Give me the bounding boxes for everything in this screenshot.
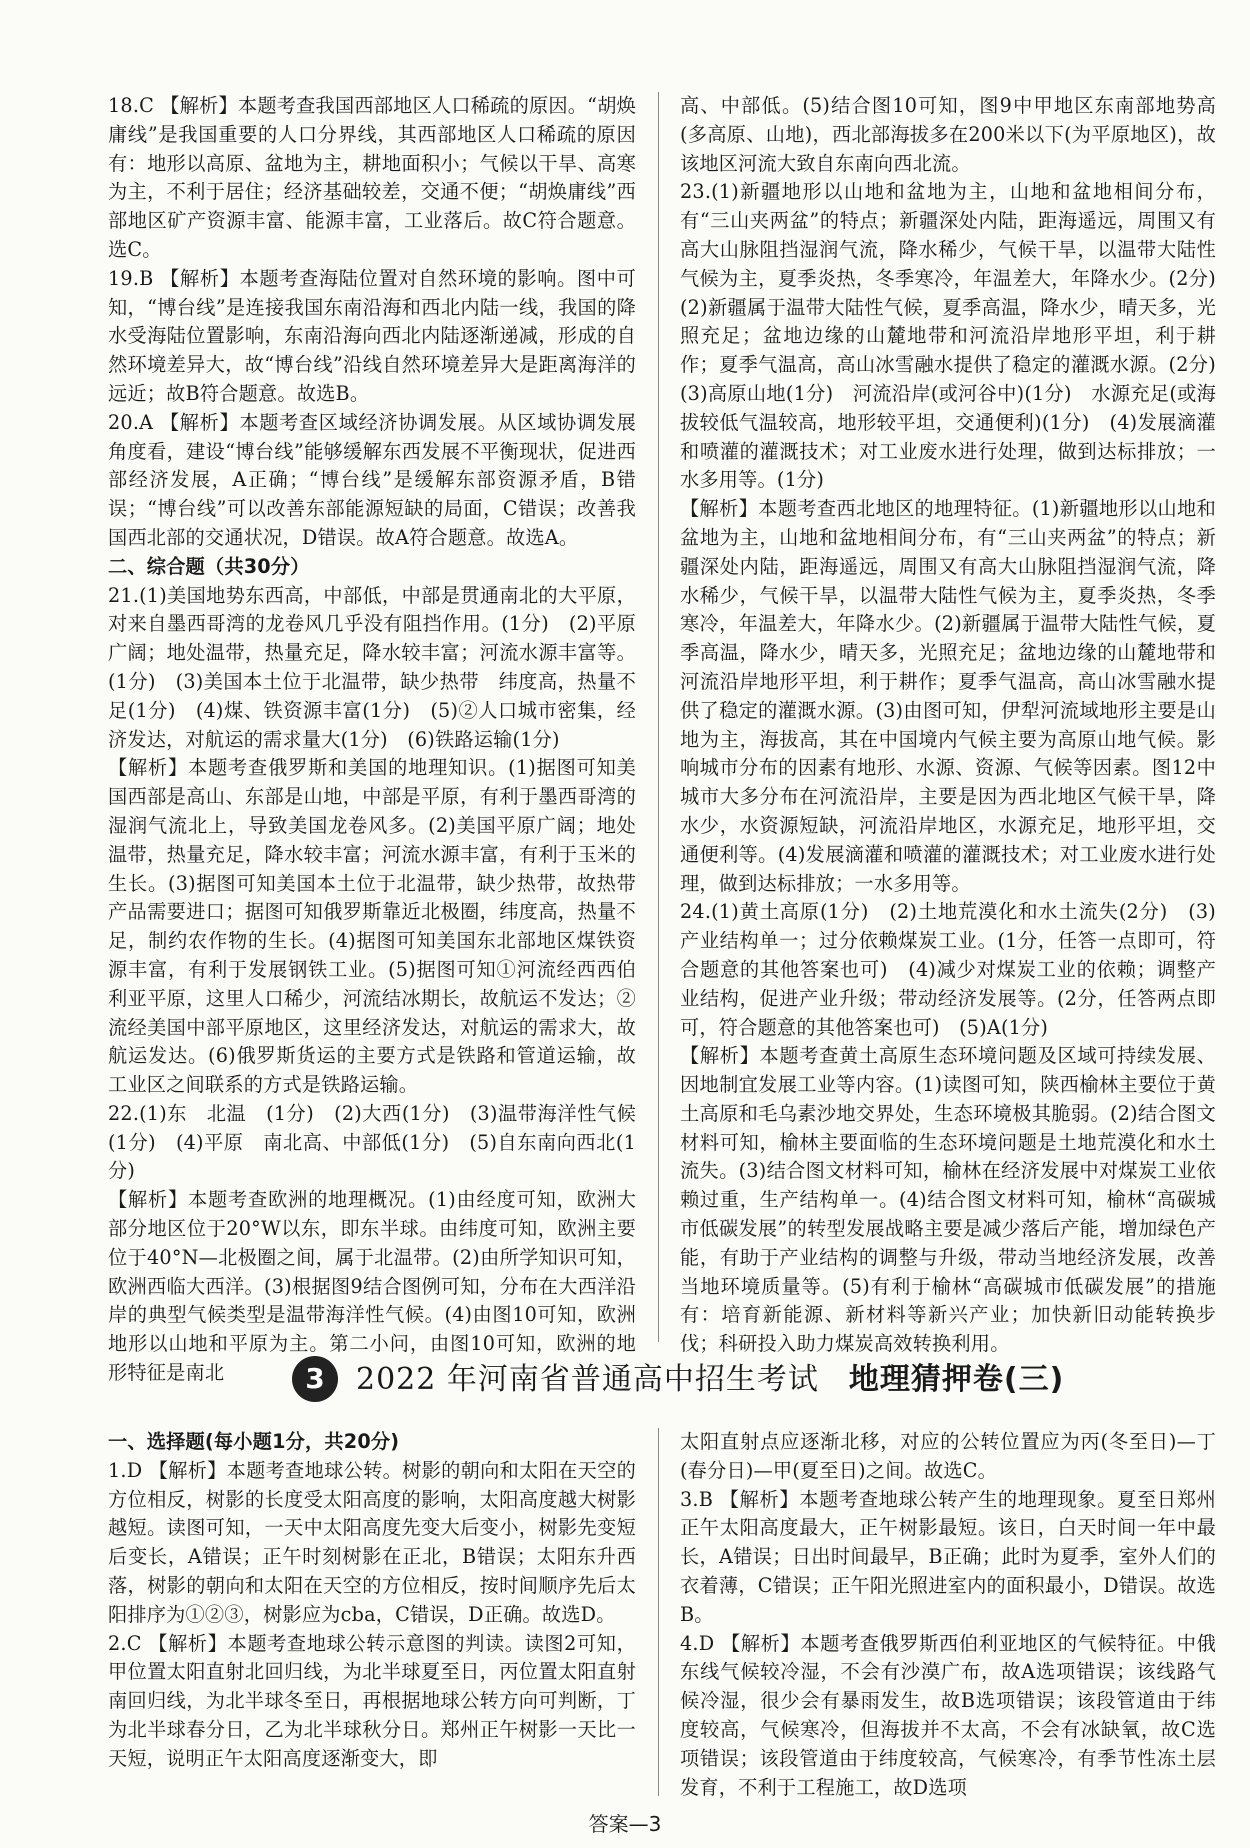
answer-23: 23.(1)新疆地形以山地和盆地为主，山地和盆地相间分布，有“三山夹两盆”的特点；新疆深处内陆，距海遥远，周围又有高大山脉阻挡湿润气流，降水稀少，气候干旱，以温带大陆性气候为主，夏季炎热，冬季寒冷，年温差大，年降水少。(2分) (2)新疆属于温带大陆性气候，夏季高温，降水少，晴天多，光照充足；盆地边缘的山麓地带和河流沿岸地形平坦，利于耕作；夏季气温高，高山冰雪融水提供了稳定的灌溉水源。(2分) (3)高原山地(1分) 河流沿岸(或河谷中)(1分) 水源充足(或海拔较低气温较高，地形较平坦，交通便利)(1分) (4)发展滴灌和喷灌的灌溉技术；对工业废水进行处理，做到达标排放；一水多用等。(1分): [680, 180, 1236, 492]
section-number-badge: 3: [292, 1356, 338, 1402]
answer-18: 18.C 【解析】本题考查我国西部地区人口稀疏的原因。“胡焕庸线”是我国重要的人口分界线，其西部地区人口稀疏的原因有：地形以高原、盆地为主，耕地面积小；气候以干旱、高寒为主，不利于居住；经济基础较差，交通不便；“胡焕庸线”西部地区矿产资源丰富、能源丰富，工业落后。故C符合题意。选C。: [108, 94, 636, 261]
answer-3: 3.B 【解析】本题考查地球公转产生的地理现象。夏至日郑州正午太阳高度最大，正午树影最短。该日，白天时间一年中最长，A错误；日出时间最早，B正确；此时为夏季，室外人们的衣着薄，C错误；正午阳光照进室内的面积最小，D错误。故选B。: [680, 1487, 1216, 1626]
analysis-22-continued: 高、中部低。(5)结合图10可知，图9中甲地区东南部地势高(多高原、山地)，西北部海拔多在200米以下(为平原地区)，故该地区河流大致自东南向西北流。: [680, 94, 1216, 175]
answer-2: 2.C 【解析】本题考查地球公转示意图的判读。读图2可知，甲位置太阳直射北回归线，为北半球夏至日，丙位置太阳直射南回归线，为北半球冬至日，再根据地球公转方向可判断，丁为北半球春分日，乙为北半球秋分日。郑州正午树影一天比一天短，说明正午太阳高度逐渐变大，即: [108, 1631, 636, 1770]
section-title: [356, 1358, 1064, 1402]
analysis-21: 【解析】本题考查俄罗斯和美国的地理知识。(1)据图可知美国西部是高山、东部是山地，中部是平原，有利于墨西哥湾的湿润气流北上，导致美国龙卷风多。(2)美国平原广阔；地处温带，热量充足，降水较丰富；河流水源丰富，有利于玉米的生长。(3)据图可知美国本土位于北温带，缺少热带，故热带产品需要进口；据图可知俄罗斯靠近北极圈，纬度高，热量不足，制约农作物的生长。(4)据图可知美国东北部地区煤铁资源丰富，有利于发展钢铁工业。(5)据图可知①河流经西西伯利亚平原，这里人口稀少，河流结冰期长，故航运不发达；②流经美国中部平原地区，这里经济发达，对航运的需求大，故航运发达。(6)俄罗斯货运的主要方式是铁路和管道运输，故工业区之间联系的方式是铁路运输。: [108, 756, 636, 1097]
analysis-24: 【解析】本题考查黄土高原生态环境问题及区域可持续发展、因地制宜发展工业等内容。(1)读图可知，陕西榆林主要位于黄土高原和毛乌素沙地交界处，生态环境极其脆弱。(2)结合图文材料可知，榆林主要面临的生态环境问题是土地荒漠化和水土流失。(3)结合图文材料可知，榆林在经济发展中对煤炭工业依赖过重，生产结构单一。(4)结合图文材料可知，榆林“高碳城市低碳发展”的转型发展战略主要是减少落后产能，增加绿色产能，有助于产业结构的调整与升级，带动当地经济发展，改善当地环境质量等。(5)有利于榆林“高碳城市低碳发展”的措施有：培育新能源、新材料等新兴产业；加快新旧动能转换步伐；科研投入助力煤炭高效转换利用。: [680, 1044, 1216, 1356]
column-divider: [658, 92, 659, 1342]
section-heading-choice: 一、选择题(每小题1分，共20分): [108, 1430, 400, 1453]
left-column: [108, 92, 636, 1388]
exam-subtitle: 地理猜押卷(三): [848, 1362, 1065, 1397]
page-footer: 答案—3: [588, 1812, 662, 1836]
answer-4: 4.D 【解析】本题考查俄罗斯西伯利亚地区的气候特征。中俄东线气候较冷湿，不会有沙漠广布，故A选项错误；该线路气候冷湿，很少会有暴雨发生，故B选项错误；该段管道由于纬度较高，气候寒冷，但海拔并不太高，不会有冰缺氧，故C选项错误；该段管道由于纬度较高，气候寒冷，有季节性冻土层发育，不利于工程施工，故D选项: [680, 1631, 1216, 1799]
section-header: [108, 1352, 1216, 1408]
answer-20: 20.A 【解析】本题考查区域经济协调发展。从区域协调发展角度看，建设“博台线”能够缓解东西发展不平衡现状，促进西部经济发展，A正确；“博台线”是缓解东部资源矛盾，B错误；“博台线”可以改善东部能源短缺的局面，C错误；改善我国西北部的交通状况，D错误。故A符合题意。故选A。: [108, 410, 636, 549]
answer-21: 21.(1)美国地势东西高，中部低，中部是贯通南北的大平原，对来自墨西哥湾的龙卷风几乎没有阻挡作用。(1分) (2)平原广阔；地处温带，热量充足，降水较丰富；河流水源丰富等。(1分) (3)美国本土位于北温带，缺少热带 纬度高，热量不足(1分) (4)煤、铁资源丰富(1分) (5)②人口城市密集，经济发达，对航运的需求量大(1分) (6)铁路运输(1分): [108, 583, 636, 751]
analysis-22: 【解析】本题考查欧洲的地理概况。(1)由经度可知，欧洲大部分地区位于20°W以东，即东半球。由纬度可知，欧洲主要位于40°N—北极圈之间，属于北温带。(2)由所学知识可知，欧洲西临大西洋。(3)根据图9结合图例可知，分布在大西洋沿岸的典型气候类型是温带海洋性气候。(4)由图10可知，欧洲地形以山地和平原为主。第二小问，由图10可知，欧洲的地形特征是南北: [108, 1188, 636, 1385]
answer-1: 1.D 【解析】本题考查地球公转。树影的朝向和太阳在天空的方位相反，树影的长度受太阳高度的影响，太阳高度越大树影越短。读图可知，一天中太阳高度先变大后变小，树影先变短后变长，A错误；正午时刻树影在正北，B错误；太阳东升西落，树影的朝向和太阳在天空的方位相反，按时间顺序先后太阳排序为①②③，树影应为cba，C错误，D正确。故选D。: [108, 1458, 636, 1626]
answer-24: 24.(1)黄土高原(1分) (2)土地荒漠化和水土流失(2分) (3)产业结构单一；过分依赖煤炭工业。(1分，任答一点即可，符合题意的其他答案也可) (4)减少对煤炭工业的依赖；调整产业结构，促进产业升级；带动经济发展等。(2分，任答两点即可，符合题意的其他答案也可) (5)A(1分): [680, 900, 1216, 1039]
exam-title: 2022 年河南省普通高中招生考试: [356, 1362, 819, 1397]
right-column-2: [680, 1428, 1216, 1802]
answer-22: 22.(1)东 北温 (1分) (2)大西(1分) (3)温带海洋性气候(1分) (4)平原 南北高、中部低(1分) (5)自东南向西北(1分): [108, 1101, 636, 1183]
analysis-23: 【解析】本题考查西北地区的地理特征。(1)新疆地形以山地和盆地为主，山地和盆地相间分布，有“三山夹两盆”的特点；新疆深处内陆，距海遥远，周围又有高大山脉阻挡湿润气流，降水稀少，气候干旱，以温带大陆性气候为主，夏季炎热，冬季寒冷，年温差大，年降水少。(2)新疆属于温带大陆性气候，夏季高温，降水少，晴天多，光照充足；盆地边缘的山麓地带和河流沿岸地形平坦，利于耕作；夏季气温高，高山冰雪融水提供了稳定的灌溉水源。(3)由图可知，伊犁河流域地形主要是山地为主，海拔高，其在中国境内气候主要为高原山地气候。影响城市分布的因素有地形、水源、资源、气候等因素。图12中城市大多分布在河流沿岸，主要是因为西北地区气候干旱，降水少，水资源短缺，河流沿岸地区，水源充足，地形平坦，交通便利等。(4)发展滴灌和喷灌的灌溉技术；对工业废水进行处理，做到达标排放；一水多用等。: [680, 497, 1216, 895]
section-heading-comprehensive: 二、综合题（共30分）: [108, 554, 310, 578]
left-column-2: [108, 1428, 636, 1774]
right-column: [680, 92, 1236, 1359]
answer-19: 19.B 【解析】本题考查海陆位置对自然环境的影响。图中可知，“博台线”是连接我国东南沿海和西北内陆一线，我国的降水受海陆位置影响，东南沿海向西北内陆逐渐递减，形成的自然环境差异大，故“博台线”沿线自然环境差异大是距离海洋的远近；故B符合题意。故选B。: [108, 266, 636, 405]
column-divider-2: [658, 1428, 659, 1796]
answer-2-continued: 太阳直射点应逐渐北移，对应的公转位置应为丙(冬至日)—丁(春分日)—甲(夏至日)之间。故选C。: [680, 1430, 1216, 1482]
